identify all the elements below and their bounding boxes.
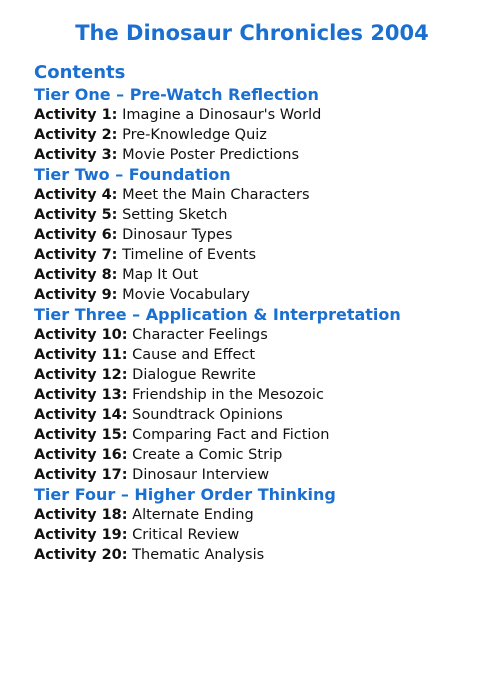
activity-name: Pre-Knowledge Quiz xyxy=(122,127,267,143)
activity-name: Cause and Effect xyxy=(132,347,256,363)
activity-label: Activity 10: xyxy=(34,327,128,343)
activity-label: Activity 17: xyxy=(34,467,128,483)
table-of-contents xyxy=(34,61,496,565)
activity-item xyxy=(34,185,496,205)
activity-item xyxy=(34,285,496,305)
activity-label: Activity 2: xyxy=(34,127,118,143)
activity-item xyxy=(34,445,496,465)
activity-label: Activity 18: xyxy=(34,507,128,523)
activity-name: Imagine a Dinosaur's World xyxy=(122,107,322,123)
activity-name: Setting Sketch xyxy=(122,207,228,223)
activity-name: Alternate Ending xyxy=(132,507,254,523)
activity-label: Activity 13: xyxy=(34,387,128,403)
contents-heading: Contents xyxy=(34,62,126,83)
activity-item xyxy=(34,225,496,245)
activity-item xyxy=(34,385,496,405)
activity-label: Activity 16: xyxy=(34,447,128,463)
activity-label: Activity 4: xyxy=(34,187,118,203)
activity-label: Activity 19: xyxy=(34,527,128,543)
activity-name: Dialogue Rewrite xyxy=(132,367,256,383)
activity-label: Activity 20: xyxy=(34,547,128,563)
activity-item xyxy=(34,405,496,425)
document-title: The Dinosaur Chronicles 2004 xyxy=(75,21,429,45)
activity-item xyxy=(34,525,496,545)
activity-item xyxy=(34,145,496,165)
activity-label: Activity 8: xyxy=(34,267,118,283)
tier-three-section xyxy=(34,305,496,485)
activity-label: Activity 12: xyxy=(34,367,128,383)
activity-name: Character Feelings xyxy=(132,327,268,343)
tier-title: Tier Two – Foundation xyxy=(34,165,231,184)
tier-one-section xyxy=(34,85,496,165)
activity-item xyxy=(34,325,496,345)
activity-item xyxy=(34,425,496,445)
activity-name: Thematic Analysis xyxy=(132,547,265,563)
activity-name: Critical Review xyxy=(132,527,240,543)
activity-item xyxy=(34,265,496,285)
activity-name: Meet the Main Characters xyxy=(122,187,310,203)
activity-label: Activity 7: xyxy=(34,247,118,263)
activity-label: Activity 3: xyxy=(34,147,118,163)
activity-name: Movie Vocabulary xyxy=(122,287,250,303)
tier-title: Tier Four – Higher Order Thinking xyxy=(34,485,336,504)
activity-name: Soundtrack Opinions xyxy=(132,407,283,423)
activity-name: Dinosaur Interview xyxy=(132,467,270,483)
tier-two-section xyxy=(34,165,496,305)
activity-label: Activity 14: xyxy=(34,407,128,423)
activity-item xyxy=(34,365,496,385)
activity-item xyxy=(34,505,496,525)
activity-item xyxy=(34,245,496,265)
activity-item xyxy=(34,345,496,365)
activity-name: Timeline of Events xyxy=(122,247,257,263)
activity-name: Map It Out xyxy=(122,267,199,283)
tier-title: Tier One – Pre-Watch Reflection xyxy=(34,85,319,104)
activity-item xyxy=(34,125,496,145)
activity-name: Movie Poster Predictions xyxy=(122,147,300,163)
tier-title: Tier Three – Application & Interpretation xyxy=(34,305,401,324)
activity-name: Friendship in the Mesozoic xyxy=(132,387,324,403)
activity-label: Activity 5: xyxy=(34,207,118,223)
activity-name: Create a Comic Strip xyxy=(132,447,283,463)
tier-four-section xyxy=(34,485,496,565)
activity-item xyxy=(34,465,496,485)
activity-item xyxy=(34,545,496,565)
activity-label: Activity 9: xyxy=(34,287,118,303)
activity-item xyxy=(34,105,496,125)
activity-label: Activity 11: xyxy=(34,347,128,363)
activity-item xyxy=(34,205,496,225)
activity-name: Comparing Fact and Fiction xyxy=(132,427,330,443)
activity-label: Activity 15: xyxy=(34,427,128,443)
activity-name: Dinosaur Types xyxy=(122,227,233,243)
activity-label: Activity 6: xyxy=(34,227,118,243)
activity-label: Activity 1: xyxy=(34,107,118,123)
